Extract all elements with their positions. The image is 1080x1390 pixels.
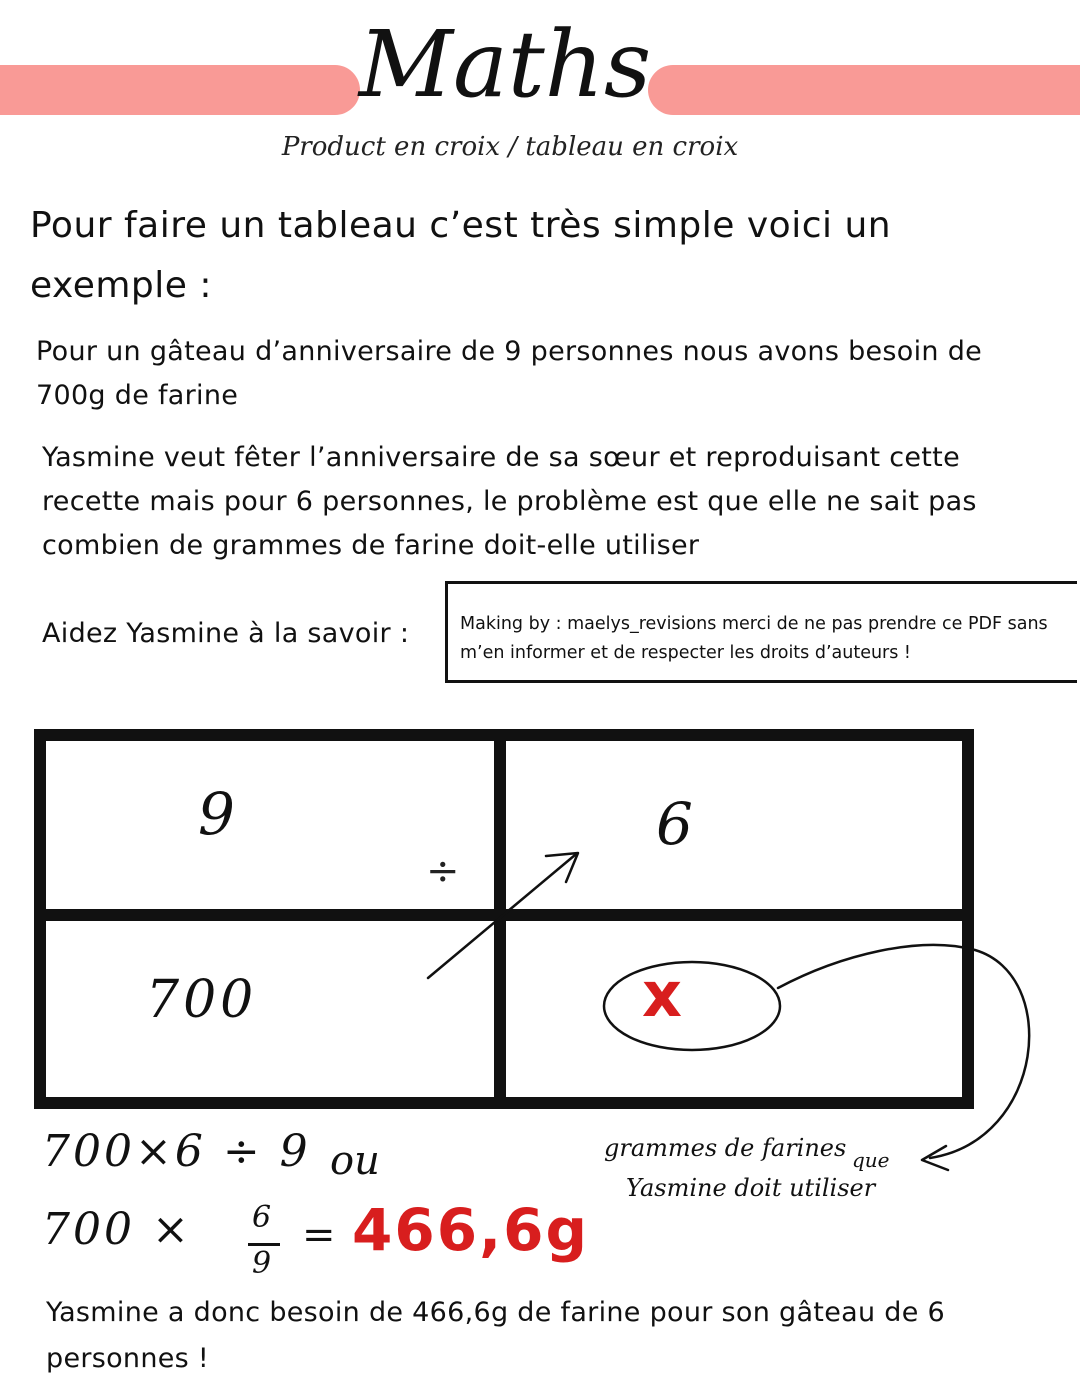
annotation-connector xyxy=(778,945,1029,1158)
annotation-que: que xyxy=(852,1148,890,1172)
page-title: Maths xyxy=(358,11,652,118)
division-sign: ÷ xyxy=(426,848,460,894)
calculation-line-2: 700 × xyxy=(42,1204,192,1255)
equals-sign: = xyxy=(302,1212,336,1258)
annotation-line-2: Yasmine doit utiliser xyxy=(626,1174,876,1202)
diagonal-arrow xyxy=(428,855,575,978)
copyright-notice: Making by : maelys_revisions merci de ne pas prendre ce PDF sans m’en informer et de respecter les droits d’auteurs ! xyxy=(445,581,1077,683)
intro-text: Pour faire un tableau c’est très simple voici un exemple : xyxy=(30,205,892,306)
conclusion-text: Yasmine a donc besoin de 466,6g de farine pour son gâteau de 6 personnes ! xyxy=(46,1297,945,1374)
problem-question: Yasmine veut fêter l’anniversaire de sa sœur et reproduisant cette recette mais pour 6 personnes, le problème est que elle ne sait pas combien de grammes de farine doit-elle utiliser xyxy=(42,442,977,561)
problem-statement: Pour un gâteau d’anniversaire de 9 personnes nous avons besoin de 700g de farine xyxy=(36,336,983,411)
fraction-denominator: 9 xyxy=(252,1246,272,1281)
cell-bottom-right-unknown: x xyxy=(642,958,682,1031)
cell-top-right: 6 xyxy=(656,790,693,858)
calculation-result: 466,6g xyxy=(352,1196,589,1264)
page-subtitle: Product en croix / tableau en croix xyxy=(281,132,739,162)
calculation-line-1: 700×6 ÷ 9 xyxy=(42,1126,311,1177)
annotation-line-1: grammes de farines xyxy=(604,1134,847,1162)
calculation-or: ou xyxy=(330,1138,380,1184)
problem-prompt: Aidez Yasmine à la savoir : xyxy=(42,618,410,649)
unknown-circle xyxy=(604,962,780,1050)
fraction-numerator: 6 xyxy=(252,1200,272,1235)
cell-bottom-left: 700 xyxy=(146,970,258,1030)
cell-top-left: 9 xyxy=(198,780,235,848)
